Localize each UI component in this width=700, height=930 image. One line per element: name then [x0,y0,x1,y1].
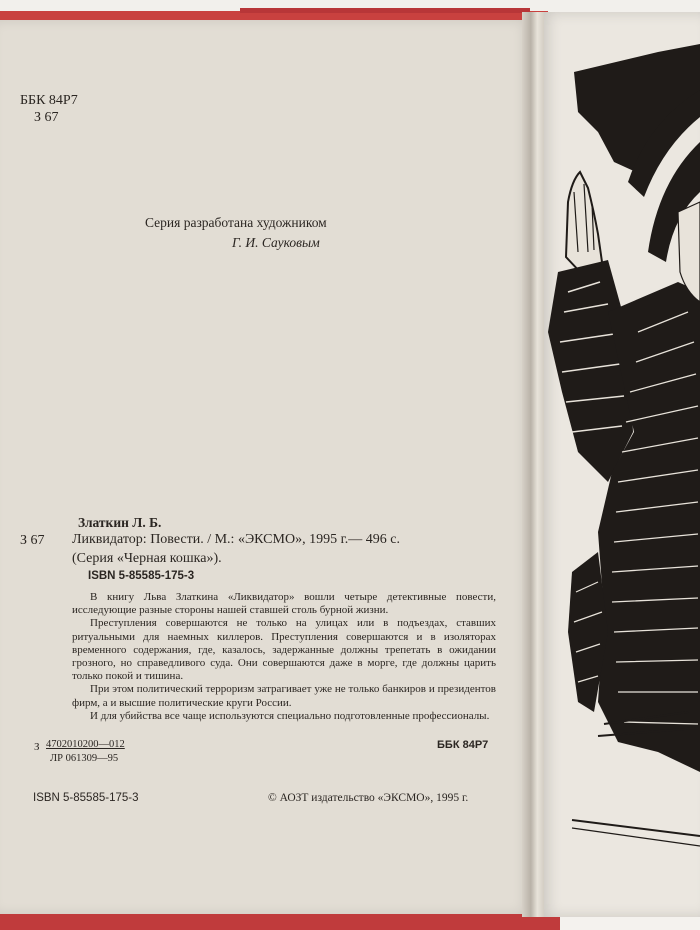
cover-edge-top [0,11,548,20]
entry-bibliographic [72,530,400,568]
annotation-paragraph: При этом политический терроризм затрагивает уже не только банкиров и президентов фирм, а и высшие политические круги России. [72,683,496,709]
entry-author: Златкин Л. Б. [78,515,162,530]
footer-copyright: © АОЗТ издательство «ЭКСМО», 1995 г. [268,792,469,804]
entry-isbn: ISBN 5-85585-175-3 [88,570,195,582]
series-artist: Г. И. Сауковым [232,235,320,250]
bbk-code: ББК 84Р7 [20,93,78,108]
bbk-classification [20,92,78,126]
annotation-paragraph: И для убийства все чаще используются специально подготовленные профессионалы. [90,709,490,722]
entry-series-line: (Серия «Черная кошка»). [72,551,222,566]
annotation-paragraph: Преступления совершаются не только на улицах или в подъездах, ставших ритуальными для наемных киллеров. Преступления совершаются и в изоляторах временного содержания, где, казалось, задержанные должны трепетать в ожидании грозного, но справедливого суда. Они совершаются даже в морге, где должны царить только покой и тишина. [72,617,496,683]
series-credit-line: Серия разработана художником [145,215,327,230]
catalog-code-bottom: ЛР 061309—95 [50,753,119,764]
annotation-paragraph: В книгу Льва Златкина «Ликвидатор» вошли четыре детективные повести, исследующие разные стороны нашей ставшей столь бурной жизни. [72,591,496,617]
catalog-code-top: 4702010200—012 [46,739,125,750]
left-page [0,20,532,914]
engraving-illustration [538,12,700,917]
cover-edge-notch [240,8,530,13]
entry-code: З 67 [20,533,45,548]
catalog-codes [46,738,125,766]
annotation-text [72,591,496,723]
author-mark: З 67 [34,110,59,125]
footer-isbn: ISBN 5-85585-175-3 [33,792,139,804]
catalog-bbk: ББК 84Р7 [437,739,489,751]
entry-title-line: Ликвидатор: Повести. / М.: «ЭКСМО», 1995 г.— 496 с. [72,532,400,547]
catalog-index-prefix: З [34,741,40,753]
